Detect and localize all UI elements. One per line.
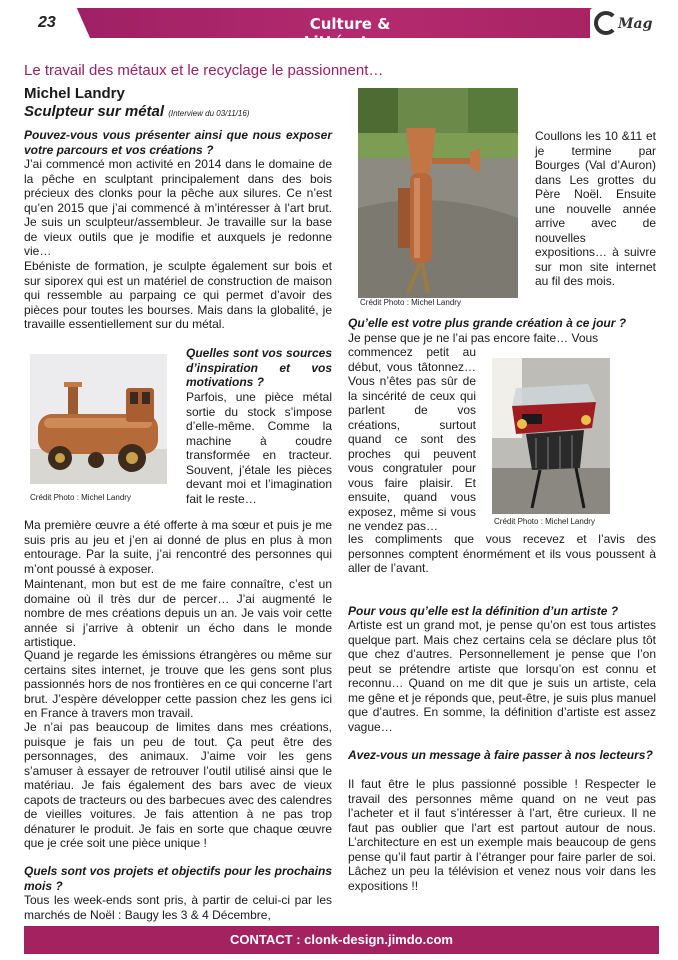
car-bar-illustration [492,358,610,514]
page-number: 23 [38,14,56,31]
paragraph-1: J’ai commencé mon activité en 2014 dans le domaine de la pêche en sculptant principalement dans des bois précieux des clonks pour la pêche aux silures. Ce n’est qu’en 2015 que j’ai commencé à m’intéresser à l’art brut. Je suis un sculpteur/assembleur. Je travaille sur la base de vieux outils que je modifie et auxquels je redonne vie… [24,157,332,258]
photo-car-bar [492,358,610,514]
article-headline: Le travail des métaux et le recyclage le passionnent… [24,62,384,79]
magazine-logo [590,8,656,42]
copper-sculpture-illustration [358,88,518,298]
question-6: Avez-vous un message à faire passer à nos lecteurs? [348,748,653,762]
paragraph-10b: commencez petit au début, vous tâtonnez… Vous n’êtes pas sûr de la sincérité de ceux qui parlent de vos créations, surtout quand ce sont des proches qui peuvent vous congratuler pour vous faire plaisir. Et ensuite, quand vous exposez, même si vous ne vendez pas… [348,345,476,533]
question-1: Pouvez-vous vous présenter ainsi que nous exposer votre parcours et vos créations ? [24,128,332,157]
paragraph-7: Je n’ai pas beaucoup de limites dans mes créations, puisque je fais un peu de tout. Ça peut être des personnages, des animaux. J’aime voir les gens s’amuser à essayer de retrouver l’outil utilisé ainsi que le matériau. Je fais également des bars avec de vieux capots de tracteurs ou des barbecues avec des calendres de vieilles voitures. Je fais attention à ne pas trop dénaturer le produit. Je fais en sorte que chaque œuvre que je crée soit une pièce unique ! [24,720,332,850]
photo-credit-2: Crédit Photo : Michel Landry [360,298,461,307]
paragraph-2: Ebéniste de formation, je sculpte également sur bois et sur siporex qui est un matériel de construction de maison qui ressemble au parpaing ce qui permet d’avoir des pièces pour toutes les bourses. Mais dans la globalité, je travaille essentiellement sur du métal. [24,259,332,331]
paragraph-8: Tous les week-ends sont pris, à partir de celui-ci par les marchés de Noël : Baugy les 3 & 4 Décembre, [24,893,332,922]
paragraph-6: Quand je regarde les émissions étrangères ou même sur certains sites internet, je trouve que les gens sont plus passionnés hors de nos frontières en ce qui concerne l’art brut. J’espère développer cette passion chez les gens ici en France à travers mon travail. [24,648,332,720]
paragraph-12: Il faut être le plus passionné possible ! Respecter le travail des personnes même quand on ne veut pas l’acheter et il faut s’intéresser à l’art, être curieux. Il ne faut pas oublier que l’art est partout autour de nous. L’architecture en est un exemple mais beaucoup de gens pense qu’il faut partir à l’étranger pour faire parler de soi. Lâchez un peu la télévision et venez nous voir dans les expositions !! [348,777,656,893]
paragraph-11: Artiste est un grand mot, je pense qu’on est tous artistes quelque part. Mais chez certains cela se déclare plus tôt que chez d’autres. Personnellement je pense que l’on peut se prétendre artiste que lorsqu’on est connu et reconnu… Quand on me dit que je suis un artiste, cela me gêne et je réponds que, peut-être, je suis plus manuel que d’autres. En somme, la définition d’artiste est assez vague… [348,618,656,734]
paragraph-9: Coullons les 10 &11 et je termine par Bourges (Val d’Auron) dans Les grottes du Père Noël. Ensuite une nouvelle année arrive avec de nouvelles expositions… à suivre sur mon site internet au fil des mois. [535,129,656,288]
section-title: Culture & Littérature [303,15,397,51]
question-2: Quelles sont vos sources d’inspiration et vos motivations ? [186,346,332,389]
paragraph-10a: Je pense que je ne l’ai pas encore faite… Vous [348,331,599,345]
article-subtitle [24,103,249,120]
logo-text: Mag [618,16,653,32]
paragraph-5: Maintenant, mon but est de me faire connaître, c’est un domaine où il très dur de percer… J’ai augmenté le nombre de mes créations depuis un an. Je vais voir cette année si j’arrive à obtenir un écho dans le monde artistique. [24,577,332,649]
photo-credit-3: Crédit Photo : Michel Landry [494,517,595,526]
photo-credit-1: Crédit Photo : Michel Landry [30,493,131,502]
paragraph-4: Ma première œuvre a été offerte à ma sœur et puis je me suis pris au jeu et j’en ai donné de plus en plus à mon entourage. Par la suite, j’ai rencontré des personnes qui m’ont poussé à exposer. [24,518,332,576]
contact-footer: CONTACT : clonk-design.jimdo.com [24,926,659,954]
author-name: Michel Landry [24,85,125,102]
photo-copper-sculpture [358,88,518,298]
question-4: Qu’elle est votre plus grande création à ce jour ? [348,316,627,330]
paragraph-10c: les compliments que vous recevez et l’avis des personnes comptent énormément et ils vous poussent à aller de l’avant. [348,532,656,575]
paragraph-3: Parfois, une pièce métal sortie du stock s’impose d’elle-même. Comme la machine à coudre transformée en tracteur. Souvent, j’étale les pièces devant moi et l’imagination fait le reste… [186,390,332,506]
interview-date: (Interview du 03/11/16) [168,109,250,118]
question-5: Pour vous qu’elle est la définition d’un artiste ? [348,604,619,618]
question-3: Quels sont vos projets et objectifs pour les prochains mois ? [24,864,332,893]
subtitle-text: Sculpteur sur métal [24,103,165,120]
logo-g-icon [594,11,618,35]
photo-copper-tractor [30,354,167,484]
copper-tractor-illustration [30,354,167,484]
